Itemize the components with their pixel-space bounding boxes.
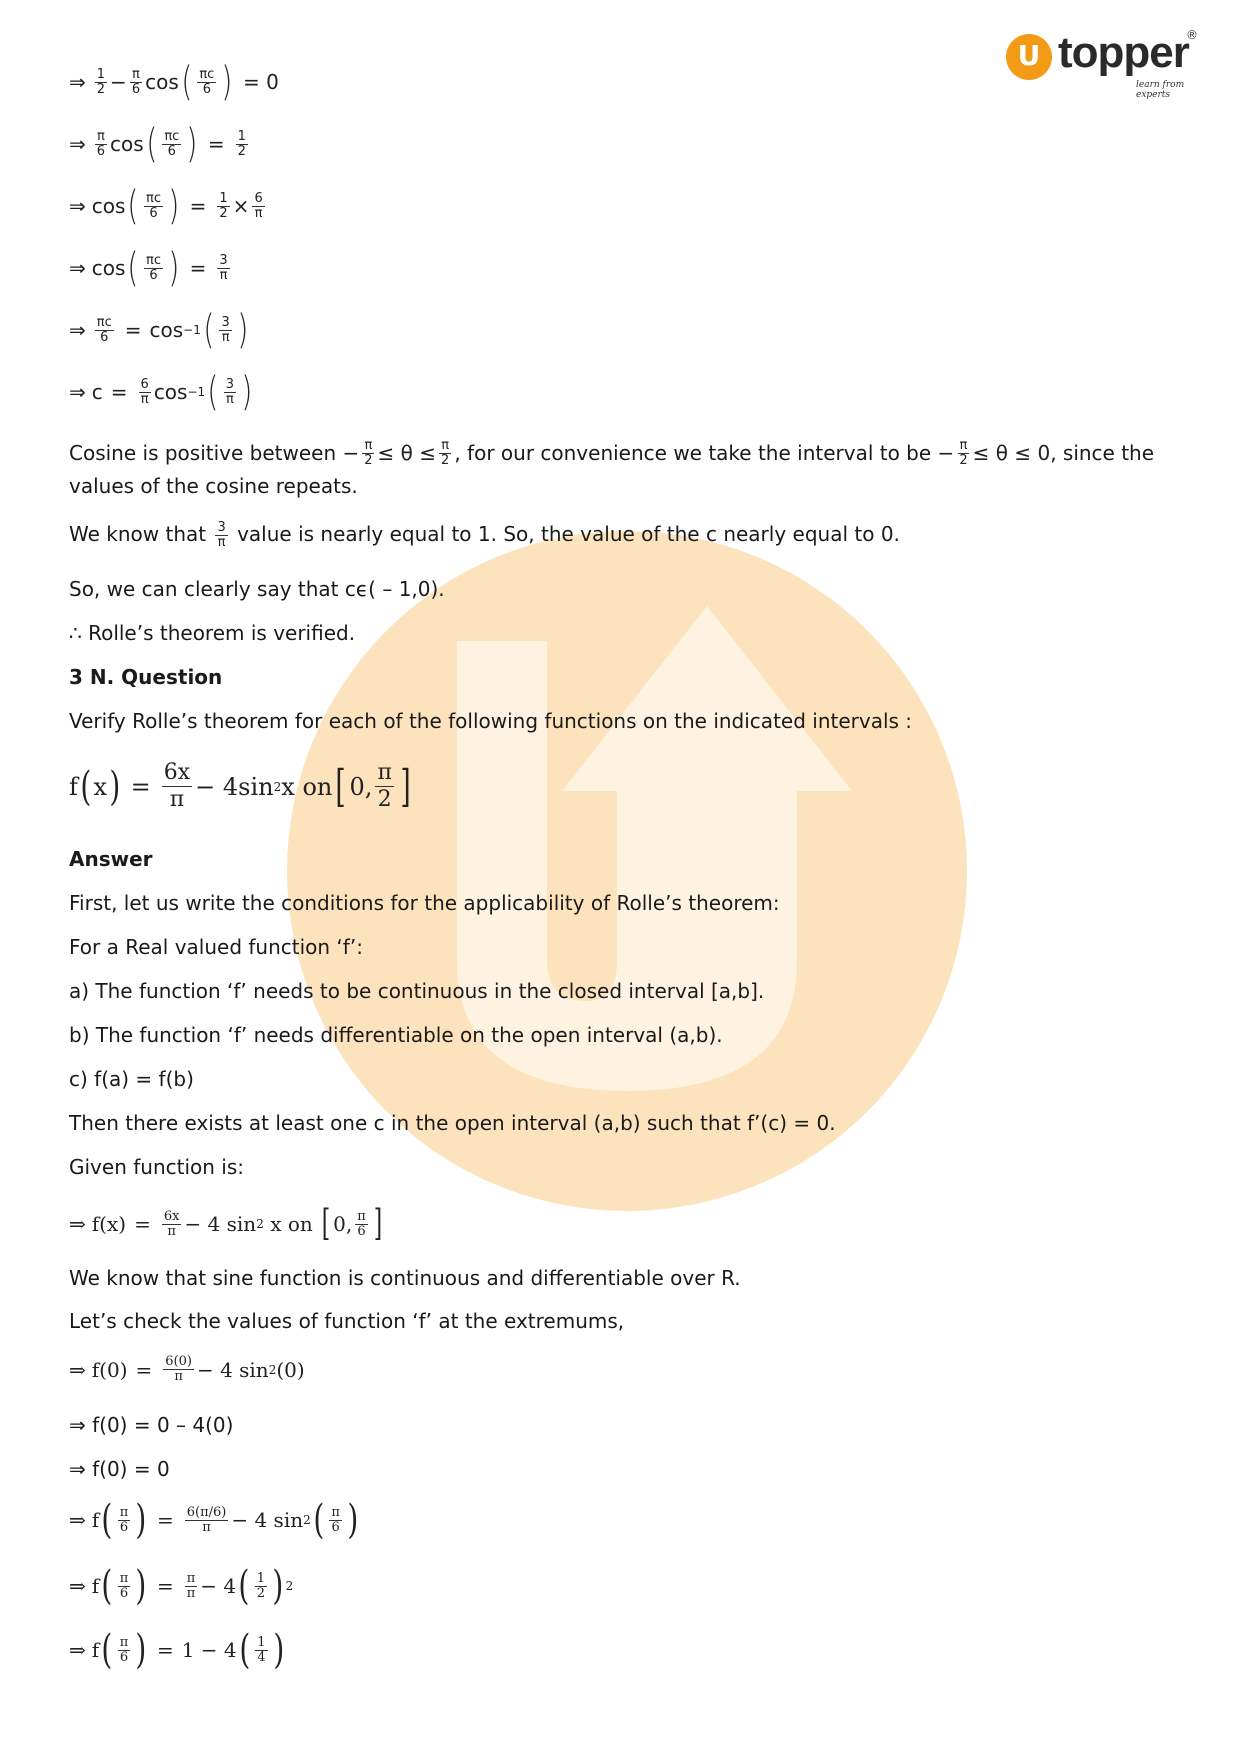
question-equation: f ( x ) = $\frac{6x}{\pi}$ − 4sin 2 x on [ 0, $\frac{\pi}{2}$ ] xyxy=(69,760,411,812)
equation-line: ⇒ $\frac{\pi}{6}$ cos ( $\frac{\pi c}{6}$ ) = $\frac{1}{2}$ xyxy=(69,121,246,167)
equation-line: ⇒ f ( $\frac{\pi}{6}$ ) = $\frac{\pi}{\pi}$ − 4 ( $\frac{1}{2}$ ) 2 xyxy=(69,1563,294,1609)
given-equation: ⇒ f(x) = $\frac{6x}{\pi}$ − 4 sin 2 x on [ 0, $\frac{\pi}{6}$ ] xyxy=(69,1203,383,1244)
paragraph-clear: So, we can clearly say that cϵ( – 1,0). xyxy=(69,577,445,601)
answer-line: a) The function ‘f’ needs to be continuous in the closed interval [a,b]. xyxy=(69,979,765,1003)
equation-line: ⇒ f(0) = $\frac{6(0)}{\pi}$ − 4 sin 2 (0) xyxy=(69,1354,305,1384)
equation-line: ⇒ cos ( $\frac{\pi c}{6}$ ) = $\frac{1}{2}$ × $\frac{6}{\pi}$ xyxy=(69,183,263,229)
equation-line: ⇒ f(0) = 0 xyxy=(69,1457,170,1481)
equation-line: ⇒ cos ( $\frac{\pi c}{6}$ ) = $\frac{3}{\pi}$ xyxy=(69,245,228,291)
equation-line: ⇒ f ( $\frac{\pi}{6}$ ) = 1 − 4 ( $\frac{1}{4}$ ) xyxy=(69,1627,284,1673)
answer-line: For a Real valued function ‘f’: xyxy=(69,935,363,959)
logo-tagline: learn from experts xyxy=(1136,80,1185,100)
logo-wordmark: topper xyxy=(1058,28,1189,77)
paragraph-know: We know that $\frac{3}{\pi}$ value is nearly equal to 1. So, the value of the c nearly equal to 0. xyxy=(69,520,900,550)
answer-line: First, let us write the conditions for the applicability of Rolle’s theorem: xyxy=(69,891,780,915)
question-heading: 3 N. Question xyxy=(69,665,223,689)
answer-line: Then there exists at least one c in the open interval (a,b) such that f’(c) = 0. xyxy=(69,1111,836,1135)
answer-line: c) f(a) = f(b) xyxy=(69,1067,194,1091)
answer-heading: Answer xyxy=(69,847,153,871)
paragraph-verified: ∴ Rolle’s theorem is verified. xyxy=(69,621,356,645)
answer-line: Given function is: xyxy=(69,1155,244,1179)
equation-line: ⇒ f(0) = 0 – 4(0) xyxy=(69,1413,234,1437)
equation-line: ⇒ c = $\frac{6}{\pi}$ cos −1 ( $\frac{3}{\pi}$ ) xyxy=(69,369,253,415)
answer-line: b) The function ‘f’ needs differentiable on the open interval (a,b). xyxy=(69,1023,723,1047)
logo-u-mark: U xyxy=(1006,34,1052,80)
utopper-logo[interactable] xyxy=(1006,28,1206,98)
equation-line: ⇒ $\frac{1}{2}$ − $\frac{\pi}{6}$ cos ( $\frac{\pi c}{6}$ ) = 0 xyxy=(69,59,279,105)
paragraph-continuous: We know that sine function is continuous and differentiable over R. xyxy=(69,1266,741,1290)
paragraph-cosine: Cosine is positive between − $\frac{\pi}{2}$ ≤ θ ≤ $\frac{\pi}{2}$ , for our convenience we take the interval to be − $\frac{\pi}{2}$ ≤ θ ≤ 0 , since the values of the cosine repeats. xyxy=(69,438,1155,498)
equation-line: ⇒ $\frac{\pi c}{6}$ = cos −1 ( $\frac{3}{\pi}$ ) xyxy=(69,307,249,353)
question-text: Verify Rolle’s theorem for each of the following functions on the indicated intervals : xyxy=(69,709,913,733)
paragraph-check: Let’s check the values of function ‘f’ at the extremums, xyxy=(69,1309,625,1333)
logo-registered: ® xyxy=(1186,28,1198,42)
equation-line: ⇒ f ( $\frac{\pi}{6}$ ) = $\frac{6(\pi/6)}{\pi}$ − 4 sin 2 ( $\frac{\pi}{6}$ ) xyxy=(69,1497,359,1543)
